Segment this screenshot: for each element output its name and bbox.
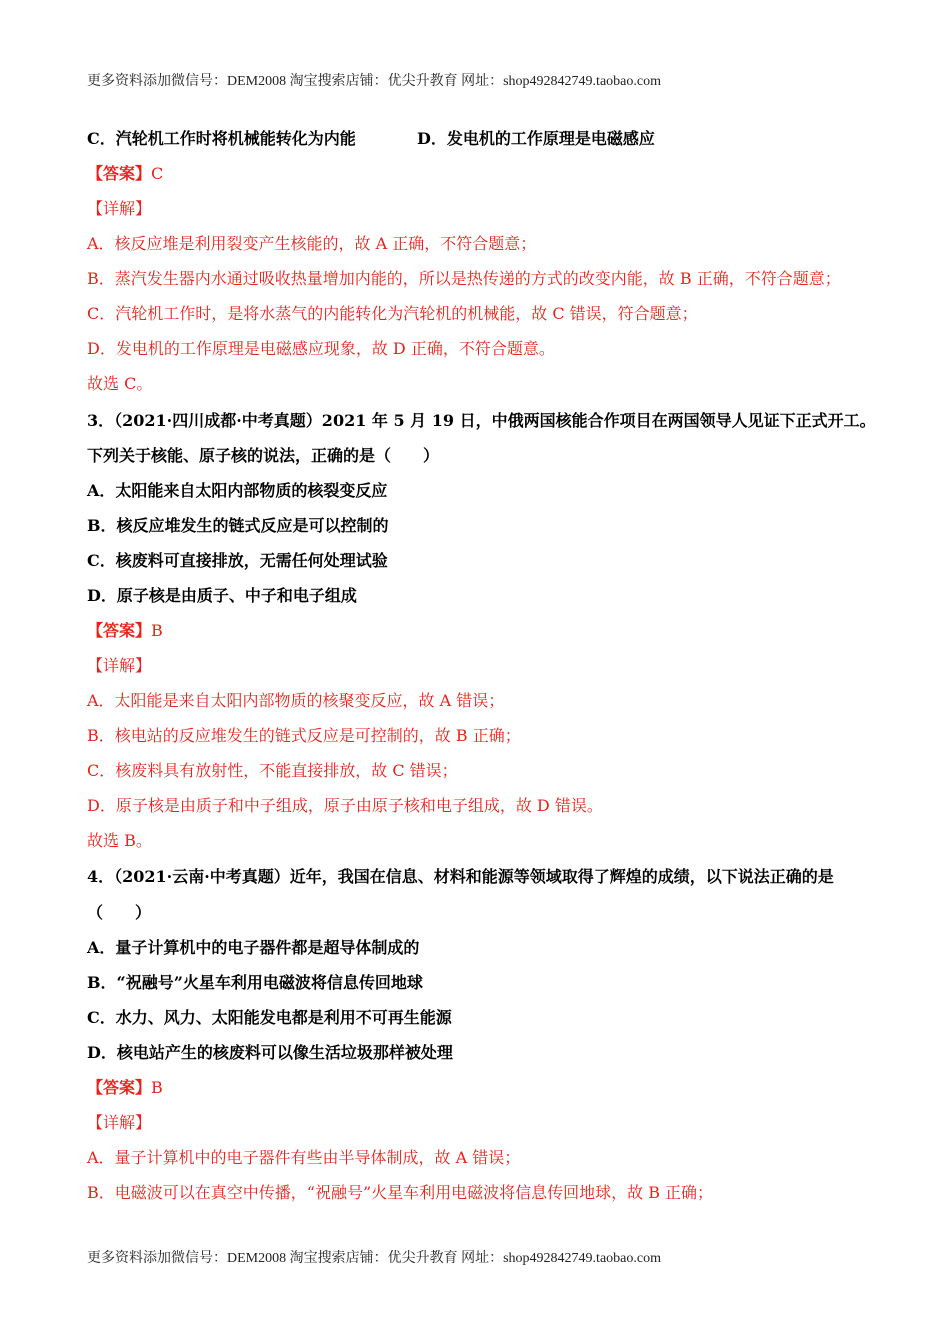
q3-stem-line1: 3．（2021·四川成都·中考真题）2021 年 5 月 19 日，中俄两国核能合作项目在两国领导人见证下正式开工。: [87, 411, 876, 430]
q3-answer: [87, 620, 890, 642]
q2-option-c: C．汽轮机工作时将机械能转化为内能: [87, 129, 356, 148]
q4-stem-line2: （ ）: [87, 903, 152, 922]
q4-answer: [87, 1077, 890, 1099]
q3-option-c: C．核废料可直接排放，无需任何处理试验: [87, 551, 388, 570]
q3-detail-b: B．核电站的反应堆发生的链式反应是可控制的，故 B 正确；: [87, 726, 521, 745]
q4-option-c: C．水力、风力、太阳能发电都是利用不可再生能源: [87, 1008, 452, 1027]
q3-detail-label: 【详解】: [87, 656, 152, 675]
answer-value: B: [151, 621, 163, 640]
q4-option-b: B．“祝融号”火星车利用电磁波将信息传回地球: [87, 973, 423, 992]
page-footer: 更多资料添加微信号：DEM2008 淘宝搜索店铺：优尖升教育 网址：shop492842749.taobao.com: [87, 1251, 661, 1266]
q4-stem-line1: 4．（2021·云南·中考真题）近年，我国在信息、材料和能源等领域取得了辉煌的成绩，以下说法正确的是: [87, 867, 834, 886]
answer-label: 【答案】: [87, 1078, 152, 1097]
q4-detail-a: A．量子计算机中的电子器件有些由半导体制成，故 A 错误；: [87, 1148, 521, 1167]
q2-answer: [87, 163, 890, 185]
q4-detail-label: 【详解】: [87, 1113, 152, 1132]
q2-detail-c: C．汽轮机工作时，是将水蒸气的内能转化为汽轮机的机械能，故 C 错误，符合题意；: [87, 304, 698, 323]
q4-detail-b: B．电磁波可以在真空中传播，“祝融号”火星车利用电磁波将信息传回地球，故 B 正确；: [87, 1183, 714, 1202]
q3-conclusion: 故选 B。: [87, 831, 152, 850]
answer-label: 【答案】: [87, 621, 152, 640]
q3-option-d: D．原子核是由质子、中子和电子组成: [87, 586, 357, 605]
q2-conclusion: 故选 C。: [87, 374, 153, 393]
q2-detail-d: D．发电机的工作原理是电磁感应现象，故 D 正确，不符合题意。: [87, 339, 555, 358]
q4-option-a: A．量子计算机中的电子器件都是超导体制成的: [87, 938, 420, 957]
q2-detail-label: 【详解】: [87, 199, 152, 218]
q3-option-b: B．核反应堆发生的链式反应是可以控制的: [87, 516, 389, 535]
q3-detail-d: D．原子核是由质子和中子组成，原子由原子核和电子组成，故 D 错误。: [87, 796, 603, 815]
answer-value: C: [151, 164, 164, 183]
q3-option-a: A．太阳能来自太阳内部物质的核裂变反应: [87, 481, 388, 500]
q3-detail-a: A．太阳能是来自太阳内部物质的核聚变反应，故 A 错误；: [87, 691, 505, 710]
answer-label: 【答案】: [87, 164, 152, 183]
q2-option-d: D．发电机的工作原理是电磁感应: [417, 129, 655, 148]
q2-options-row: [87, 128, 890, 150]
q3-stem-line2: 下列关于核能、原子核的说法，正确的是（ ）: [87, 446, 440, 465]
answer-value: B: [151, 1078, 163, 1097]
q3-detail-c: C．核废料具有放射性，不能直接排放，故 C 错误；: [87, 761, 458, 780]
q2-detail-b: B．蒸汽发生器内水通过吸收热量增加内能的，所以是热传递的方式的改变内能，故 B 正确，不符合题意；: [87, 269, 841, 288]
q4-option-d: D．核电站产生的核废料可以像生活垃圾那样被处理: [87, 1043, 453, 1062]
page-header: 更多资料添加微信号：DEM2008 淘宝搜索店铺：优尖升教育 网址：shop492842749.taobao.com: [87, 74, 661, 89]
q2-detail-a: A．核反应堆是利用裂变产生核能的，故 A 正确，不符合题意；: [87, 234, 537, 253]
